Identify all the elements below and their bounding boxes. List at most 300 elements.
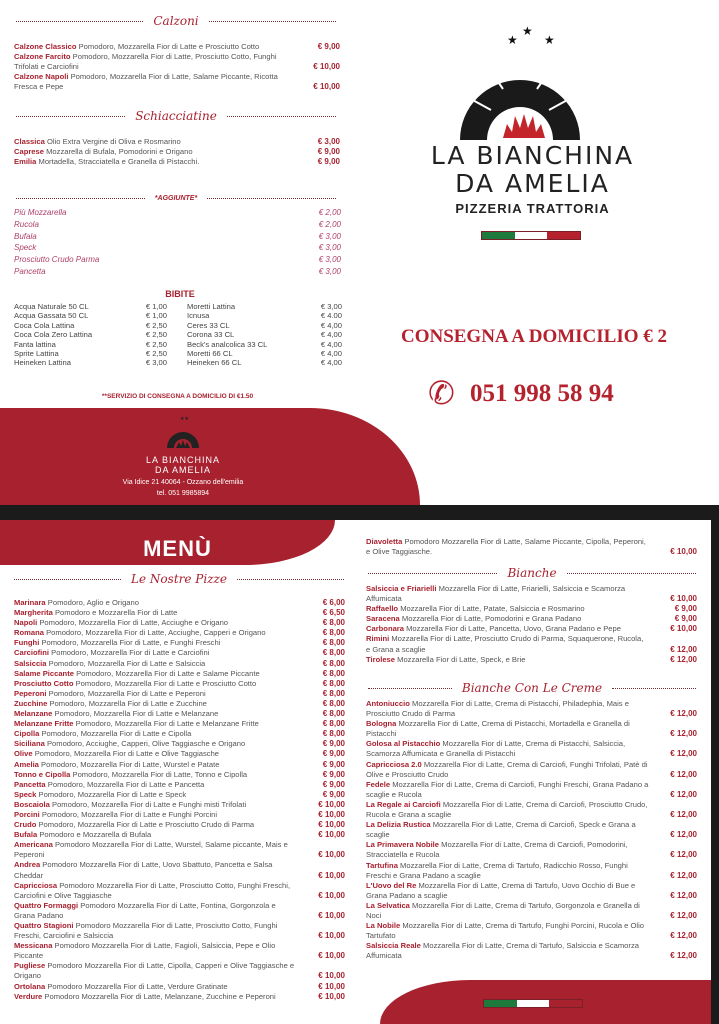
item-price: € 10,00 <box>318 951 345 961</box>
item-price: € 10,00 <box>670 624 697 634</box>
item-price: € 9,00 <box>322 769 345 779</box>
addon-name: Pancetta <box>14 266 46 276</box>
menu-item <box>366 941 697 961</box>
drink-price: € 4,00 <box>320 349 342 359</box>
item-price: € 10,00 <box>670 547 697 557</box>
item-description: Pomodoro, Mozzarella Fior di Latte e Melanzane Fritte <box>75 719 259 729</box>
menu-item <box>366 537 697 557</box>
menu-item <box>366 624 697 634</box>
drink-name: Heineken 66 CL <box>187 358 242 368</box>
item-price: € 10,00 <box>318 799 345 809</box>
item-price: € 9,00 <box>322 779 345 789</box>
item-description: Pomodoro e Mozzarella di Bufala <box>39 830 152 840</box>
drink-price: € 2,50 <box>145 320 167 330</box>
drink-name: Acqua Gassata 50 CL <box>14 311 89 321</box>
item-description: Mozzarella Fior di Latte, Crema di Carciofi, Speck e Grana a scaglie <box>366 820 636 840</box>
menu-item <box>14 137 340 147</box>
addon-item <box>14 231 341 243</box>
menu-item <box>14 941 345 961</box>
menu-item <box>14 921 345 941</box>
item-description: Mozzarella Fior di Latte, Patate, Salsiccia e Rosmarino <box>400 604 585 614</box>
menu-item <box>14 719 345 729</box>
item-price: € 12,00 <box>670 769 697 779</box>
item-price: € 12,00 <box>670 729 697 739</box>
item-name: Verdure <box>14 991 43 1001</box>
item-name: Calzone Napoli <box>14 72 69 82</box>
item-description: Mozzarella Fior di Latte, Prosciutto Crudo di Parma, Squaquerone, Rucola, e Grana a scaglie <box>366 634 644 654</box>
drink-price: € 2,50 <box>145 349 167 359</box>
svg-text:★: ★ <box>507 33 518 47</box>
item-description: Pomodoro Mozzarella Fior di Latte, Salame Piccante, Cipolla, Peperoni, e Olive Taggiasche. <box>366 537 646 557</box>
item-price: € 12,00 <box>670 709 697 719</box>
svg-text:★: ★ <box>544 33 555 47</box>
bibite-title: BIBITE <box>165 289 195 299</box>
item-price: € 8,00 <box>322 668 345 678</box>
item-price: € 12,00 <box>670 749 697 759</box>
item-name: Napoli <box>14 618 38 628</box>
bibite-right-list <box>187 302 342 368</box>
item-name: Tartufina <box>366 860 398 870</box>
drink-name: Coca Cola Zero Lattina <box>14 330 93 340</box>
drink-price: € 2,50 <box>145 339 167 349</box>
menu-item <box>14 810 345 820</box>
item-price: € 10,00 <box>318 971 345 981</box>
menu-item <box>14 729 345 739</box>
addon-item <box>14 266 341 278</box>
drink-item <box>187 349 342 358</box>
item-price: € 9,00 <box>322 789 345 799</box>
menu-item <box>14 830 345 840</box>
item-price: € 9,00 <box>322 749 345 759</box>
item-price: € 12,00 <box>670 810 697 820</box>
menu-item <box>366 699 697 719</box>
item-name: Zucchine <box>14 698 48 708</box>
item-price: € 9,00 <box>322 759 345 769</box>
menu-item <box>14 598 345 608</box>
item-name: Fedele <box>366 779 391 789</box>
drink-item <box>187 330 342 339</box>
item-name: Melanzane Fritte <box>14 719 74 729</box>
item-price: € 10,00 <box>318 870 345 880</box>
item-description: Pomodoro, Mozzarella Fior di Latte e Salame Piccante <box>76 668 260 678</box>
item-price: € 10,00 <box>318 850 345 860</box>
item-description: Mozzarella Fior di Latte, Crema di Pistacchi, Salsiccia, Scamorza Affumicata e Granella di Pistacchi <box>366 739 626 759</box>
item-description: Pomodoro, Mozzarella Fior di Latte e Prosciutto Crudo di Parma <box>38 820 255 830</box>
item-price: € 8,00 <box>322 688 345 698</box>
svg-text:★★: ★★ <box>180 416 189 422</box>
drink-price: € 1,00 <box>145 302 167 311</box>
item-description: Pomodoro, Mozzarella Fior di Latte, Acciughe, Capperi e Origano <box>46 628 266 638</box>
item-price: € 8,00 <box>322 628 345 638</box>
drink-name: Moretti Lattina <box>187 302 236 311</box>
item-name: Capricciosa 2.0 <box>366 759 422 769</box>
page-divider <box>0 505 719 520</box>
menu-item <box>366 861 697 881</box>
drink-item <box>14 311 167 320</box>
addon-name: Più Mozzarella <box>14 208 67 217</box>
menu-item <box>14 901 345 921</box>
menu-item <box>14 780 345 790</box>
section-pizze-title: Le Nostre Pizze <box>14 572 344 586</box>
drink-item <box>187 302 342 311</box>
item-name: Cipolla <box>14 729 40 739</box>
item-price: € 6,50 <box>322 608 345 618</box>
menu-item <box>14 770 345 780</box>
item-price: € 10,00 <box>313 82 340 92</box>
item-description: Mozzarella Fior di Latte, Crema di Tartufo, Salsiccia e Scamorza Affumicata <box>366 941 639 961</box>
menu-item <box>14 638 345 648</box>
service-note: **SERVIZIO DI CONSEGNA A DOMICILIO DI €1.50 <box>101 393 254 400</box>
item-description: Pomodoro Mozzarella Fior di Latte, Wurstel, Salame piccante, Mais e Peperoni <box>14 840 288 860</box>
item-description: Pomodoro Mozzarella Fior di Latte, Verdure Gratinate <box>47 981 228 991</box>
item-price: € 12,00 <box>670 830 697 840</box>
section-bianche-title: Bianche <box>368 566 696 580</box>
footer-logo-line1: LA BIANCHINA <box>145 455 221 465</box>
drink-item <box>14 340 167 349</box>
item-name: Quattro Stagioni <box>14 921 74 930</box>
menu-item <box>14 840 345 860</box>
item-name: Bologna <box>366 719 397 729</box>
menu-item <box>366 655 697 665</box>
item-name: Messicana <box>14 941 53 951</box>
menu-item <box>366 760 697 780</box>
item-name: Romana <box>14 628 44 638</box>
item-price: € 12,00 <box>670 931 697 941</box>
phone-icon: ✆ <box>428 375 455 411</box>
footer-logo-line2: DA AMELIA <box>154 465 212 475</box>
drink-item <box>187 311 342 320</box>
menu-item <box>14 860 345 880</box>
menu-item <box>14 147 340 157</box>
menu-item <box>366 614 697 624</box>
item-name: Prosciutto Cotto <box>14 678 74 688</box>
footer-tel[interactable]: tel. 051 9985894 <box>156 490 210 497</box>
drink-price: € 2,50 <box>145 330 167 340</box>
menu-item <box>14 961 345 981</box>
menu-item <box>366 604 697 614</box>
item-price: € 8,00 <box>322 678 345 688</box>
item-price: € 9,00 <box>674 604 697 614</box>
item-description: Pomodoro, Mozzarella Fior di Latte, Salame Piccante, Ricotta Fresca e Pepe <box>14 72 278 92</box>
addon-price: € 3,00 <box>318 243 341 253</box>
item-price: € 12,00 <box>670 654 697 664</box>
menu-item <box>366 840 697 860</box>
delivery-banner: CONSEGNA A DOMICILIO € 2 <box>400 326 668 347</box>
menu-item <box>14 648 345 658</box>
drink-item <box>14 321 167 330</box>
item-name: Caprese <box>14 147 44 157</box>
item-price: € 12,00 <box>670 951 697 961</box>
menu-item <box>14 659 345 669</box>
item-description: Pomodoro, Mozzarella Fior di Latte e Speck <box>38 789 187 799</box>
brand-title <box>370 142 695 216</box>
menu-item <box>14 881 345 901</box>
item-name: Pancetta <box>14 779 46 789</box>
item-description: Mortadella, Stracciatella e Granella di Pistacchi. <box>38 157 200 167</box>
menu-item <box>366 780 697 800</box>
menu-item <box>14 992 345 1002</box>
item-name: Carbonara <box>366 624 404 634</box>
item-description: Pomodoro, Mozzarella Fior di Latte, e Funghi Freschi <box>41 638 221 648</box>
item-description: Mozzarella Fior di Latte, Pancetta, Uovo, Grana Padano e Pepe <box>406 624 621 634</box>
item-name: Tirolese <box>366 654 395 664</box>
item-price: € 9,00 <box>317 147 340 157</box>
item-name: Ortolana <box>14 981 46 991</box>
phone-number[interactable]: 051 998 58 94 <box>470 380 614 407</box>
menu-item <box>14 679 345 689</box>
menu-item <box>14 52 340 72</box>
item-name: Olive <box>14 749 33 759</box>
item-price: € 10,00 <box>318 830 345 840</box>
item-name: Capricciosa <box>14 880 58 890</box>
item-description: Pomodoro, Mozzarella Fior di Latte e Cipolla <box>41 729 192 739</box>
addon-item <box>14 254 341 266</box>
menu-item <box>14 42 340 52</box>
item-price: € 6,00 <box>322 598 345 607</box>
item-description: Mozzarella Fior di Latte, Crema di Carciofi, Pomodorini, Stracciatella e Rucola <box>366 840 628 860</box>
section-aggiunte-title: *AGGIUNTE* <box>16 195 336 202</box>
item-price: € 9,00 <box>317 157 340 167</box>
item-description: Pomodoro, Mozzarella Fior di Latte e Prosciutto Cotto <box>75 678 257 688</box>
item-name: La Nobile <box>366 921 401 931</box>
item-description: Mozzarella Fior di Latte, Crema di Carciofi, Funghi Freschi, Grana Padano a scaglie e Rucola <box>366 779 649 799</box>
item-name: Speck <box>14 789 37 799</box>
item-description: Pomodoro, Mozzarella Fior di Latte, Tonno e Cipolla <box>72 769 248 779</box>
italian-flag <box>481 231 581 240</box>
item-description: Pomodoro, Mozzarella Fior di Latte, Prosciutto Cotto, Funghi Trifolati e Carciofini <box>14 52 277 72</box>
menu-item <box>14 800 345 810</box>
item-name: Amelia <box>14 759 39 769</box>
item-description: Pomodoro, Mozzarella Fior di Latte e Funghi misti Trifolati <box>52 799 247 809</box>
menu-item <box>366 800 697 820</box>
drink-name: Heineken Lattina <box>14 358 71 368</box>
item-name: Salsiccia Reale <box>366 941 421 951</box>
item-description: Pomodoro, Mozzarella Fior di Latte, Acciughe e Origano <box>39 618 229 628</box>
addon-item <box>14 219 341 231</box>
addon-price: € 2,00 <box>318 208 341 217</box>
item-description: Pomodoro, Acciughe, Capperi, Olive Taggiasche e Origano <box>46 739 246 749</box>
item-name: Tonno e Cipolla <box>14 769 71 779</box>
item-name: Saracena <box>366 614 400 624</box>
drink-name: Beck's analcolica 33 CL <box>187 339 268 349</box>
oven-logo-icon <box>455 22 585 144</box>
drink-price: € 4,00 <box>320 339 342 349</box>
drink-price: € 4.00 <box>320 311 342 321</box>
menu-item <box>14 157 340 167</box>
svg-text:★: ★ <box>522 24 533 38</box>
drink-name: Sprite Lattina <box>14 349 59 359</box>
item-price: € 10,00 <box>318 809 345 819</box>
item-name: Golosa al Pistacchio <box>366 739 441 749</box>
brand-line1: LA BIANCHINA <box>430 141 635 170</box>
item-name: Pugliese <box>14 961 46 971</box>
menu-item <box>14 709 345 719</box>
item-name: Marinara <box>14 598 46 607</box>
menu-title: MENÙ <box>143 536 212 561</box>
item-description: Pomodoro Mozzarella Fior di Latte, Melanzane, Zucchine e Peperoni <box>44 991 276 1001</box>
brand-line2: DA AMELIA <box>455 169 610 198</box>
addon-name: Prosciutto Crudo Parma <box>14 255 100 265</box>
drink-name: Corona 33 CL <box>187 330 235 340</box>
drink-name: Moretti 66 CL <box>187 349 233 359</box>
drink-price: € 4,00 <box>320 330 342 340</box>
drink-price: € 1,00 <box>145 311 167 321</box>
item-name: Melanzane <box>14 709 53 719</box>
schiacciatine-list <box>14 137 340 167</box>
item-description: Mozzarella di Bufala, Pomodorini e Origano <box>46 147 193 157</box>
item-description: Mozzarella Fior di Latte, Speck, e Brie <box>397 654 526 664</box>
item-name: La Selvatica <box>366 900 410 910</box>
item-price: € 10,00 <box>318 890 345 900</box>
item-price: € 8,00 <box>322 709 345 719</box>
menu-item <box>14 669 345 679</box>
item-price: € 10,00 <box>313 62 340 72</box>
menu-item <box>366 584 697 604</box>
item-description: Mozzarella Fior di Latte, Crema di Pistacchi, Philadephia, Mais e Prosciutto Crudo di Parma <box>366 699 629 719</box>
item-name: Porcini <box>14 809 40 819</box>
item-description: Pomodoro, Mozzarella Fior di Latte e Olive Taggiasche <box>34 749 220 759</box>
item-name: Calzone Farcito <box>14 52 71 62</box>
menu-item <box>366 921 697 941</box>
item-name: Bufala <box>14 830 38 840</box>
menu-item <box>366 881 697 901</box>
item-description: Mozzarella Fior di Latte, Crema di Tartufo, Uovo Occhio di Bue e Grana Padano a scaglie <box>366 880 636 900</box>
item-description: Pomodoro, Mozzarella Fior di Latte e Funghi Porcini <box>41 809 218 819</box>
section-schiacciatine-title: Schiacciatine <box>16 109 336 123</box>
menu-item <box>366 820 697 840</box>
item-name: Classica <box>14 137 45 146</box>
menu-item <box>14 739 345 749</box>
item-description: Mozzarella Fior di Latte, Pomodorini e Grana Padano <box>401 614 582 624</box>
item-description: Pomodoro Mozzarella Fior di Latte, Fagioli, Salsiccia, Pepe e Olio Piccante <box>14 941 276 961</box>
menu-item <box>14 749 345 759</box>
item-price: € 3,00 <box>317 137 340 146</box>
drink-item <box>187 340 342 349</box>
drink-item <box>187 358 342 367</box>
item-description: Mozzarella Fior di Latte, Crema di Tartufo, Gorgonzola e Granella di Noci <box>366 900 640 920</box>
item-name: Emilia <box>14 157 37 167</box>
right-edge <box>711 505 719 1024</box>
oven-logo-icon <box>163 414 203 450</box>
item-price: € 12,00 <box>670 850 697 860</box>
drink-name: Coca Cola Lattina <box>14 320 75 330</box>
item-description: Mozzarella Fior di Latte, Crema di Carciofi, Funghi Trifolati, Patè di Olive e Prosciutto Crudo <box>366 759 648 779</box>
item-description: Pomodoro, Aglio e Origano <box>47 598 139 607</box>
item-name: Margherita <box>14 608 53 618</box>
item-name: Carciofini <box>14 648 50 658</box>
item-description: Pomodoro, Mozzarella Fior di Latte e Prosciutto Cotto <box>78 42 260 51</box>
item-name: Salame Piccante <box>14 668 74 678</box>
aggiunte-list <box>14 207 341 278</box>
menu-item <box>366 739 697 759</box>
addon-name: Speck <box>14 243 37 253</box>
creme-list <box>366 699 697 961</box>
addon-price: € 3,00 <box>318 255 341 265</box>
item-name: Funghi <box>14 638 40 648</box>
item-name: Andrea <box>14 860 41 870</box>
item-description: Pomodoro, Mozzarella Fior di Latte e Salsiccia <box>48 658 206 668</box>
addon-name: Rucola <box>14 219 39 229</box>
drink-name: Fanta lattina <box>14 339 56 349</box>
item-price: € 10,00 <box>318 931 345 941</box>
drink-item <box>14 330 167 339</box>
item-name: Salsiccia <box>14 658 47 668</box>
item-description: Pomodoro, Mozzarella Fior di Latte e Melanzane <box>54 709 219 719</box>
item-price: € 10,00 <box>318 981 345 991</box>
menu-item <box>366 719 697 739</box>
addon-item <box>14 207 341 219</box>
bianche-list <box>366 584 697 665</box>
menu-item <box>14 72 340 92</box>
menu-item <box>14 689 345 699</box>
item-name: Crudo <box>14 820 37 830</box>
item-price: € 10,00 <box>318 910 345 920</box>
item-name: Diavoletta <box>366 537 403 546</box>
italian-flag-bottom <box>483 999 583 1008</box>
drink-item <box>14 349 167 358</box>
drink-price: € 4,00 <box>320 358 342 368</box>
menu-item <box>366 901 697 921</box>
item-price: € 12,00 <box>670 870 697 880</box>
item-name: La Regale ai Carciofi <box>366 799 441 809</box>
item-name: Antoniuccio <box>366 699 410 708</box>
brand-subtitle: PIZZERIA TRATTORIA <box>455 201 610 216</box>
item-name: L'Uovo del Re <box>366 880 417 890</box>
drink-price: € 3,00 <box>145 358 167 368</box>
item-name: Raffaello <box>366 604 399 614</box>
item-name: La Delizia Rustica <box>366 820 431 830</box>
item-price: € 12,00 <box>670 789 697 799</box>
menu-item <box>14 820 345 830</box>
item-price: € 8,00 <box>322 719 345 729</box>
drink-item <box>14 358 167 367</box>
menu-item <box>14 608 345 618</box>
bibite-left-list <box>14 302 167 368</box>
drink-name: Icnusa <box>187 311 210 321</box>
item-name: La Primavera Nobile <box>366 840 440 850</box>
item-description: Mozzarella Fior di Latte, Crema di Tartufo, Radicchio Rosso, Funghi Freschi e Grana Padano a scaglie <box>366 860 628 880</box>
drink-price: € 4,00 <box>320 320 342 330</box>
menu-item <box>366 634 697 654</box>
item-price: € 9,00 <box>674 614 697 624</box>
item-price: € 12,00 <box>670 890 697 900</box>
section-calzoni-title: Calzoni <box>16 14 336 28</box>
item-price: € 12,00 <box>670 910 697 920</box>
drink-name: Ceres 33 CL <box>187 320 230 330</box>
item-description: Pomodoro, Mozzarella Fior di Latte e Peperoni <box>48 688 206 698</box>
item-name: Boscaiola <box>14 799 50 809</box>
item-name: Americana <box>14 840 53 850</box>
item-description: Mozzarella Fior di Latte, Crema di Carciofi, Prosciutto Crudo, Rucola e Grana a scaglie <box>366 799 648 820</box>
diavoletta-list <box>366 537 697 557</box>
item-description: Pomodoro Mozzarella Fior di Latte, Fontina, Gorgonzola e Grana Padano <box>14 900 276 920</box>
item-price: € 8,00 <box>322 638 345 648</box>
item-description: Olio Extra Vergine di Oliva e Rosmarino <box>46 137 181 146</box>
item-description: Pomodoro Mozzarella Fior di Latte, Cipolla, Capperi e Olive Taggiasche e Origano <box>14 961 295 981</box>
menu-item <box>14 618 345 628</box>
drink-item <box>187 321 342 330</box>
item-description: Pomodoro, Mozzarella Fior di Latte e Zucchine <box>49 698 207 708</box>
item-description: Mozzarella Fior di Latte, Friarielli, Salsiccia e Scamorza Affumicata <box>366 584 626 604</box>
item-description: Pomodoro, Mozzarella Fior di Latte, Wurstel e Patate <box>41 759 220 769</box>
addon-price: € 2,00 <box>318 219 341 229</box>
item-description: Pomodoro, Mozzarella Fior di Latte e Pancetta <box>47 779 205 789</box>
drink-item <box>14 302 167 311</box>
item-name: Calzone Classico <box>14 42 77 51</box>
item-price: € 8,00 <box>322 648 345 658</box>
item-price: € 8,00 <box>322 729 345 739</box>
drink-name: Acqua Naturale 50 CL <box>14 302 89 311</box>
